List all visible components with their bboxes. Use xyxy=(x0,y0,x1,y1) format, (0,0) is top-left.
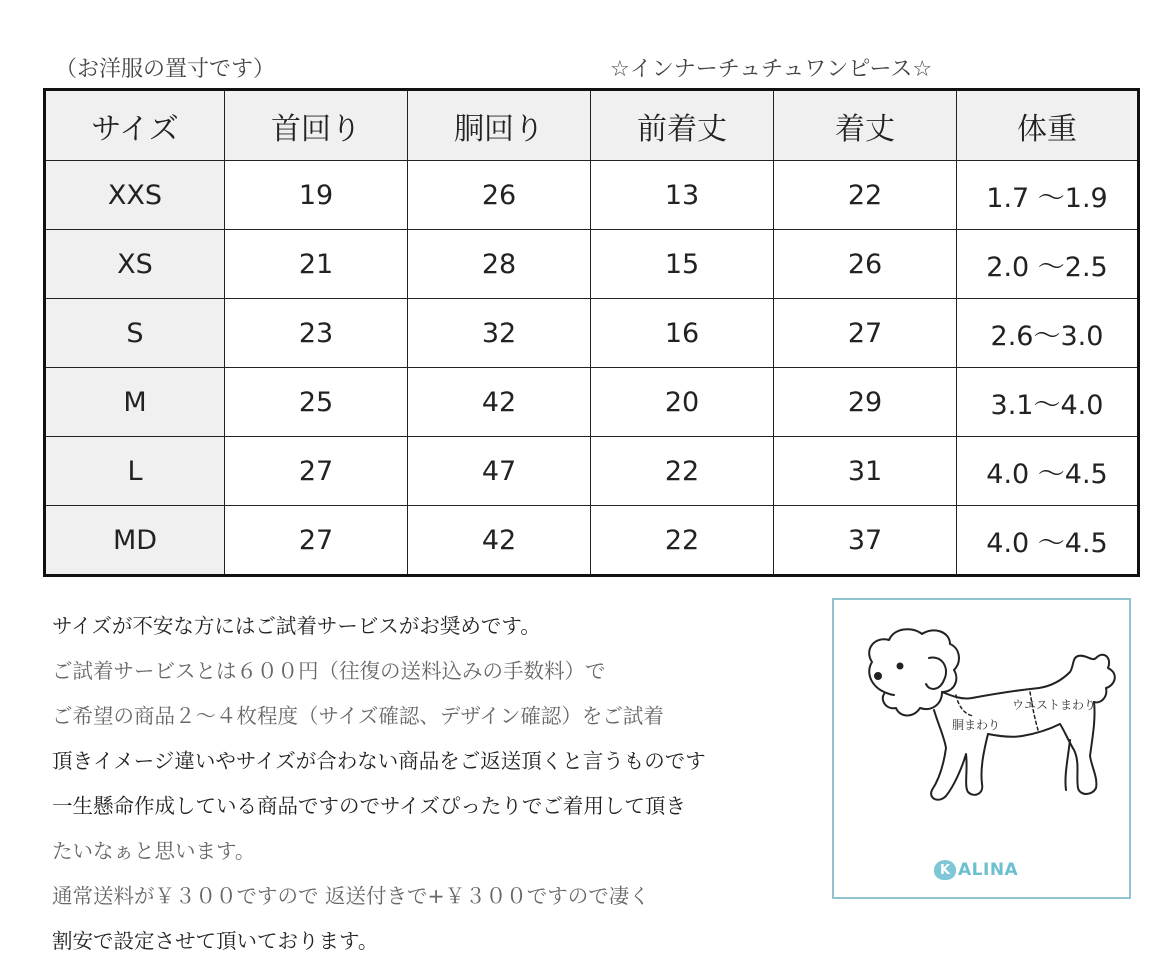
table-cell: L xyxy=(45,437,225,506)
dog-outline-icon xyxy=(834,600,1129,897)
table-header-row xyxy=(45,90,1139,161)
table-row xyxy=(45,506,1139,576)
table-cell: 37 xyxy=(774,506,957,576)
header-weight: 体重 xyxy=(957,90,1139,161)
table-row xyxy=(45,299,1139,368)
table-cell: 2.0 〜2.5 xyxy=(957,230,1139,299)
table-cell: 19 xyxy=(225,161,408,230)
table-cell: 42 xyxy=(408,368,591,437)
table-cell: S xyxy=(45,299,225,368)
table-cell: 25 xyxy=(225,368,408,437)
table-cell: 27 xyxy=(225,437,408,506)
table-cell: 31 xyxy=(774,437,957,506)
table-cell: 47 xyxy=(408,437,591,506)
table-cell: M xyxy=(45,368,225,437)
dog-measurement-figure xyxy=(832,598,1131,899)
note-line: ご試着サービスとは６００円（往復の送料込みの手数料）で xyxy=(52,659,606,683)
table-cell: 1.7 〜1.9 xyxy=(957,161,1139,230)
table-cell: 13 xyxy=(591,161,774,230)
table-cell: 16 xyxy=(591,299,774,368)
table-cell: 22 xyxy=(591,437,774,506)
table-cell: XXS xyxy=(45,161,225,230)
table-cell: 26 xyxy=(408,161,591,230)
note-line: 一生懸命作成している商品ですのでサイズぴったりでご着用して頂き xyxy=(52,794,686,818)
logo-text: ALINA xyxy=(958,860,1019,880)
label-waist-measure: ウエストまわり xyxy=(1012,698,1097,712)
table-cell: 2.6〜3.0 xyxy=(957,299,1139,368)
table-cell: MD xyxy=(45,506,225,576)
table-row xyxy=(45,368,1139,437)
header-front-length: 前着丈 xyxy=(591,90,774,161)
note-line: 割安で設定させて頂いております。 xyxy=(52,929,379,953)
header-size: サイズ xyxy=(45,90,225,161)
table-cell: 22 xyxy=(774,161,957,230)
table-cell: 27 xyxy=(774,299,957,368)
caption-product-name: ☆インナーチュチュワンピース☆ xyxy=(610,57,933,82)
table-cell: 28 xyxy=(408,230,591,299)
header-length: 着丈 xyxy=(774,90,957,161)
table-cell: 32 xyxy=(408,299,591,368)
table-cell: 4.0 〜4.5 xyxy=(957,437,1139,506)
note-line: ご希望の商品２〜４枚程度（サイズ確認、デザイン確認）をご試着 xyxy=(52,704,664,728)
table-row xyxy=(45,230,1139,299)
table-cell: XS xyxy=(45,230,225,299)
size-table xyxy=(43,88,1140,577)
header-neck: 首回り xyxy=(225,90,408,161)
heart-icon: K xyxy=(934,860,956,880)
table-row xyxy=(45,161,1139,230)
table-row xyxy=(45,437,1139,506)
kalina-logo xyxy=(934,860,1018,880)
table-cell: 20 xyxy=(591,368,774,437)
header-body: 胴回り xyxy=(408,90,591,161)
note-line: 頂きイメージ違いやサイズが合わない商品をご返送頂くと言うものです xyxy=(52,749,706,773)
label-body-measure: 胴まわり xyxy=(952,718,1001,732)
table-cell: 3.1〜4.0 xyxy=(957,368,1139,437)
table-cell: 21 xyxy=(225,230,408,299)
table-cell: 27 xyxy=(225,506,408,576)
table-cell: 42 xyxy=(408,506,591,576)
table-cell: 23 xyxy=(225,299,408,368)
table-cell: 22 xyxy=(591,506,774,576)
note-line: たいなぁと思います。 xyxy=(52,839,256,863)
table-cell: 4.0 〜4.5 xyxy=(957,506,1139,576)
note-line: サイズが不安な方にはご試着サービスがお奨めです。 xyxy=(52,614,541,638)
note-line: 通常送料が￥３００ですので 返送付きで+￥３００ですので凄く xyxy=(52,884,650,908)
table-cell: 26 xyxy=(774,230,957,299)
caption-garment-measurements: （お洋服の置寸です） xyxy=(55,57,276,82)
trial-service-notes xyxy=(52,604,832,964)
table-cell: 15 xyxy=(591,230,774,299)
table-cell: 29 xyxy=(774,368,957,437)
